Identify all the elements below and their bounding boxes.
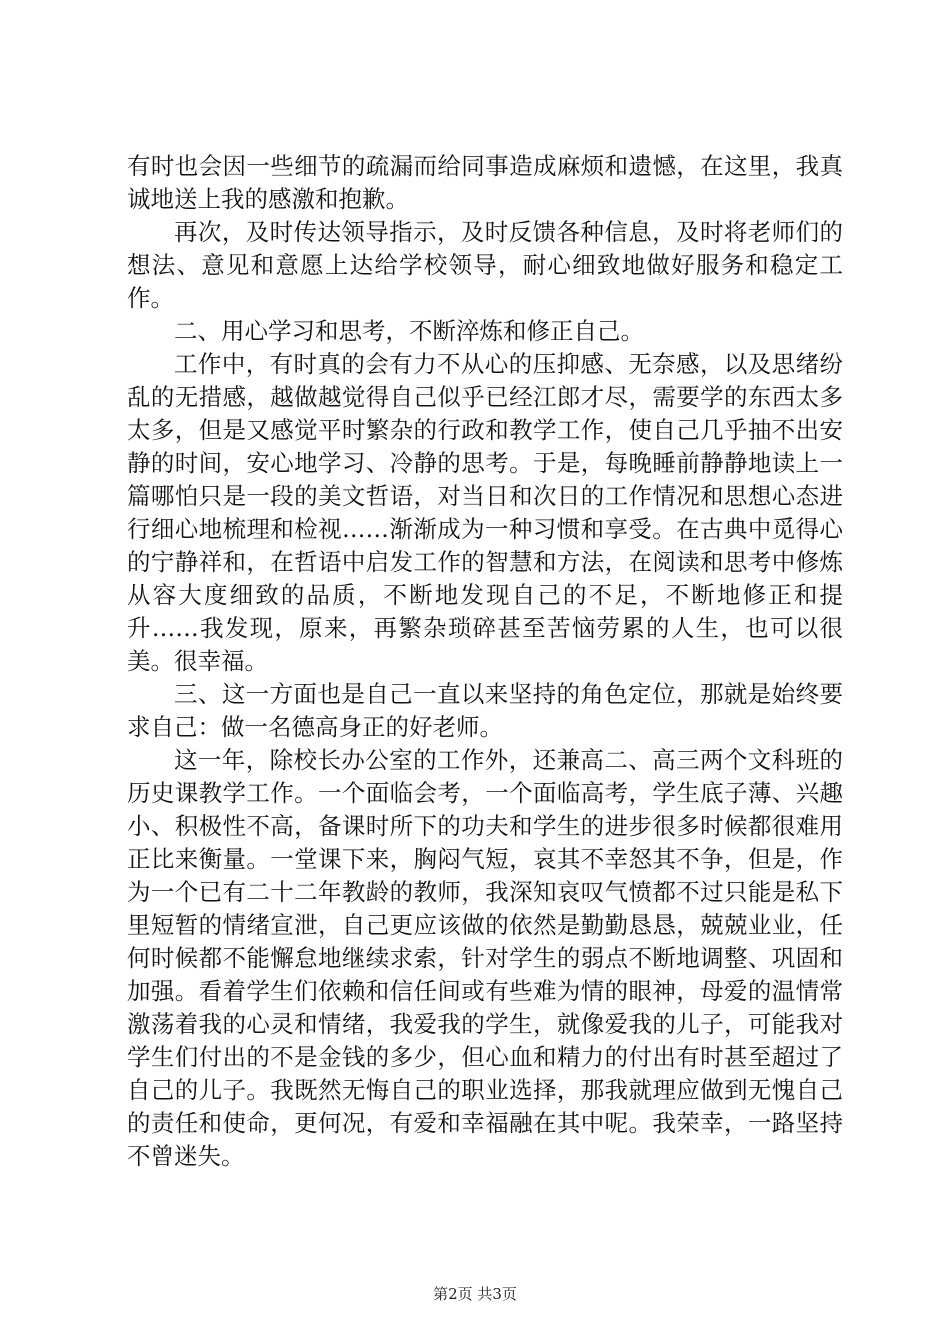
paragraph-6: 这一年，除校长办公室的工作外，还兼高二、高三两个文科班的历史课教学工作。一个面临会考，一个面临高考，学生底子薄、兴趣小、积极性不高，备课时所下的功夫和学生的进步很多时候都很难用正比来衡量。一堂课下来，胸闷气短，哀其不幸怒其不争，但是，作为一个已有二十二年教龄的教师，我深知哀叹气愤都不过只能是私下里短暂的情绪宣泄，自己更应该做的依然是勤勤恳恳，兢兢业业，任何时候都不能懈怠地继续求索，针对学生的弱点不断地调整、巩固和加强。看着学生们依赖和信任间或有些难为情的眼神，母爱的温情常激荡着我的心灵和情绪，我爱我的学生，就像爱我的儿子，可能我对学生们付出的不是金钱的多少，但心血和精力的付出有时甚至超过了自己的儿子。我既然无悔自己的职业选择，那我就理应做到无愧自己的责任和使命，更何况，有爱和幸福融在其中呢。我荣幸，一路坚持不曾迷失。 (127, 746, 843, 1170)
section-heading-3: 三、这一方面也是自己一直以来坚持的角色定位，那就是始终要求自己：做一名德高身正的好老师。 (127, 680, 843, 741)
paragraph-2: 再次，及时传达领导指示，及时反馈各种信息，及时将老师们的想法、意见和意愿上达给学校领导，耐心细致地做好服务和稳定工作。 (127, 218, 843, 312)
paragraph-1: 有时也会因一些细节的疏漏而给同事造成麻烦和遗憾，在这里，我真诚地送上我的感激和抱歉。 (127, 152, 843, 213)
section-heading-2: 二、用心学习和思考，不断淬炼和修正自己。 (174, 317, 644, 345)
paragraph-4: 工作中，有时真的会有力不从心的压抑感、无奈感，以及思绪纷乱的无措感，越做越觉得自己似乎已经江郎才尽，需要学的东西太多太多，但是又感觉平时繁杂的行政和教学工作，使自己几乎抽不出安静的时间，安心地学习、冷静的思考。于是，每晚睡前静静地读上一篇哪怕只是一段的美文哲语，对当日和次日的工作情况和思想心态进行细心地梳理和检视……渐渐成为一种习惯和享受。在古典中觅得心的宁静祥和，在哲语中启发工作的智慧和方法，在阅读和思考中修炼从容大度细致的品质，不断地发现自己的不足，不断地修正和提升……我发现，原来，再繁杂琐碎甚至苦恼劳累的人生，也可以很美。很幸福。 (127, 350, 843, 675)
document-body (127, 150, 843, 1173)
page-number-footer: 第2页 共3页 (433, 1285, 517, 1303)
